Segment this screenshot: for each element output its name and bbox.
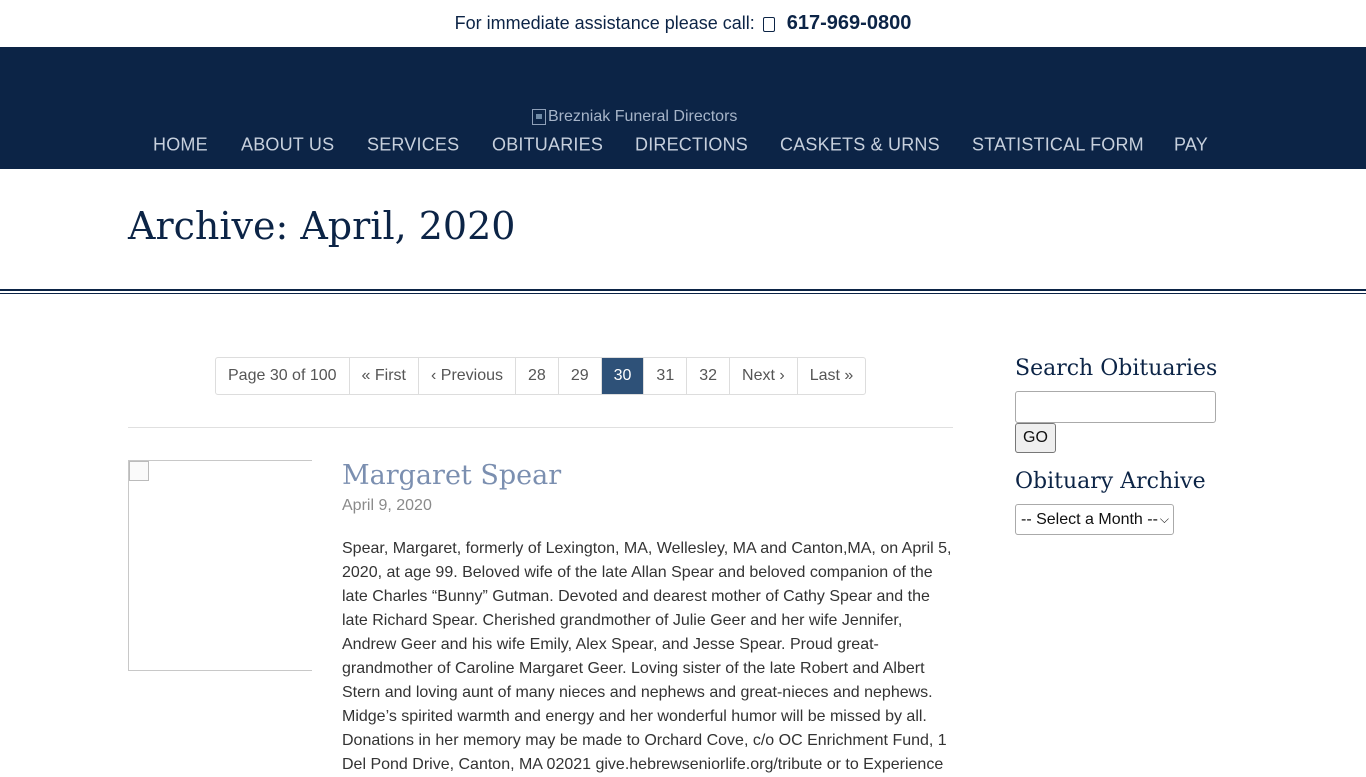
sidebar bbox=[1015, 356, 1245, 535]
obituary-post bbox=[342, 460, 954, 777]
month-select[interactable] bbox=[1015, 504, 1174, 535]
first-page-link[interactable]: « First bbox=[350, 358, 419, 394]
phone-number[interactable]: 617-969-0800 bbox=[786, 12, 912, 34]
last-page-link[interactable]: Last » bbox=[809, 367, 854, 384]
next-page-link[interactable]: Next › bbox=[730, 358, 798, 394]
page-info: Page 30 of 100 bbox=[216, 358, 350, 394]
obituary-title[interactable]: Margaret Spear bbox=[342, 460, 562, 491]
month-select-value: -- Select a Month -- bbox=[1021, 510, 1158, 528]
site-header bbox=[0, 47, 1366, 169]
nav-directions[interactable]: DIRECTIONS bbox=[635, 134, 749, 155]
page-title: Archive: April, 2020 bbox=[128, 204, 516, 248]
content-divider bbox=[128, 427, 953, 428]
search-input[interactable] bbox=[1015, 391, 1216, 423]
previous-page-link[interactable]: ‹ Previous bbox=[419, 358, 516, 394]
obituary-photo[interactable] bbox=[128, 460, 312, 671]
page-link-28[interactable]: 28 bbox=[516, 358, 559, 394]
logo-alt-text: Brezniak Funeral Directors bbox=[548, 108, 738, 125]
nav-statistical-form[interactable]: STATISTICAL FORM bbox=[972, 134, 1144, 155]
nav-caskets-urns[interactable]: CASKETS & URNS bbox=[780, 134, 940, 155]
page-link-29[interactable]: 29 bbox=[559, 358, 602, 394]
broken-image-icon bbox=[532, 109, 546, 125]
page-link-32[interactable]: 32 bbox=[687, 358, 730, 394]
assistance-text: For immediate assistance please call: bbox=[454, 13, 755, 33]
nav-obituaries[interactable]: OBITUARIES bbox=[492, 134, 604, 155]
assistance-bar bbox=[0, 0, 1366, 47]
broken-image-icon bbox=[129, 461, 149, 481]
current-page: 30 bbox=[602, 358, 645, 394]
obituary-date: April 9, 2020 bbox=[342, 497, 432, 514]
page-link-31[interactable]: 31 bbox=[644, 358, 687, 394]
nav-about-us[interactable]: ABOUT US bbox=[241, 134, 335, 155]
search-obituaries-heading: Search Obituaries bbox=[1015, 356, 1218, 381]
pagination bbox=[215, 357, 866, 395]
chevron-down-icon: ⌵ bbox=[1159, 512, 1169, 526]
obituary-archive-heading: Obituary Archive bbox=[1015, 469, 1206, 494]
nav-pay[interactable]: PAY bbox=[1174, 134, 1208, 155]
obituary-body: Spear, Margaret, formerly of Lexington, MA, Wellesley, MA and Canton,MA, on April 5, 2020, at age 99. Beloved wife of the late Allan Spear and beloved companion of the late Charles “Bunny” Gutman. Devoted and dearest mother of Cathy Spear and the late Richard Spear. Cherished grandmother of Julie Geer and her wife Jennifer, Andrew Geer and his wife Emily, Alex Spear, and Jesse Spear. Proud great-grandmother of Caroline Margaret Geer. Loving sister of the late Robert and Albert Stern and loving aunt of many nieces and nephews and great-nieces and nephews. Midge’s spirited warmth and energy and her wonderful humor will be missed by all. Donations in her memory may be made to Orchard Cove, c/o OC Enrichment Fund, 1 Del Pond Drive, Canton, MA 02021 give.hebrewseniorlife.org/tribute or to Experience bbox=[342, 540, 952, 773]
site-logo[interactable] bbox=[532, 108, 737, 126]
phone-icon bbox=[763, 17, 775, 32]
header-divider bbox=[0, 289, 1366, 294]
go-button[interactable]: GO bbox=[1015, 423, 1056, 453]
nav-home[interactable]: HOME bbox=[153, 134, 208, 155]
nav-services[interactable]: SERVICES bbox=[367, 134, 460, 155]
